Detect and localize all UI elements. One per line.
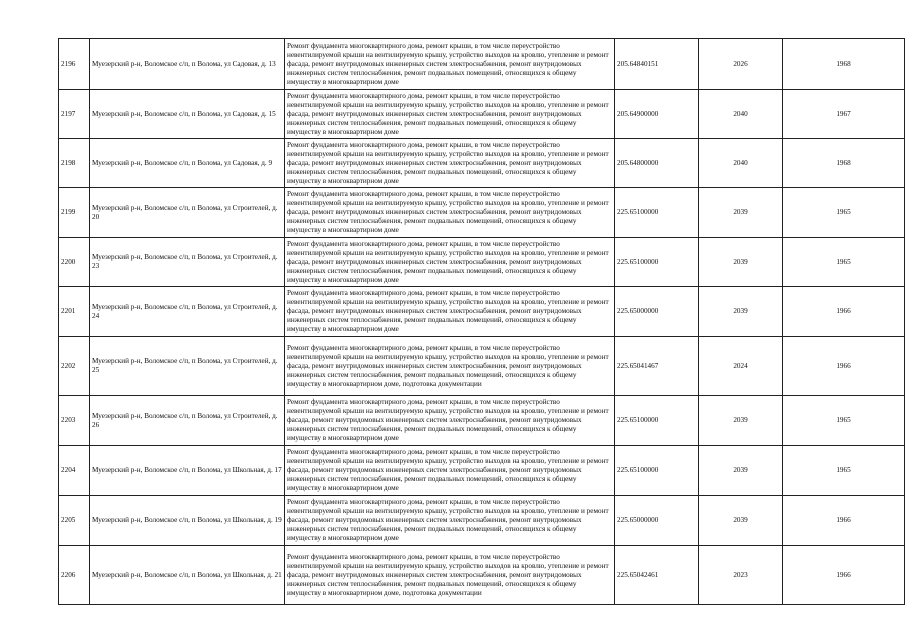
cost-cell: 225.65100000 xyxy=(615,446,699,496)
planned-year-cell: 2039 xyxy=(699,496,783,546)
cost-cell: 225.65000000 xyxy=(615,496,699,546)
cost-cell: 225.65042461 xyxy=(615,546,699,605)
build-year-cell: 1966 xyxy=(783,337,905,396)
build-year-cell: 1967 xyxy=(783,90,905,139)
row-number: 2205 xyxy=(59,496,90,546)
row-number: 2197 xyxy=(59,90,90,139)
table-row xyxy=(59,238,905,287)
address-cell: Муезерский р-н, Воломское с/п, п Волома, ул Садовая, д. 9 xyxy=(90,139,285,188)
cost-cell: 205.64840151 xyxy=(615,39,699,90)
row-number: 2202 xyxy=(59,337,90,396)
works-cell: Ремонт фундамента многоквартирного дома, ремонт крыши, в том числе переустройство невентилируемой крыши на вентилируемую крышу, устройство выходов на кровлю, утепление и ремонт фасада, ремонт внутридомовых инженерных систем электроснабжения, ремонт внутридомовых инженерных систем теплоснабжения, ремонт подвальных помещений, относящихся к общему имуществу в многоквартирном доме xyxy=(285,496,615,546)
works-cell: Ремонт фундамента многоквартирного дома, ремонт крыши, в том числе переустройство невентилируемой крыши на вентилируемую крышу, устройство выходов на кровлю, утепление и ремонт фасада, ремонт внутридомовых инженерных систем электроснабжения, ремонт внутридомовых инженерных систем теплоснабжения, ремонт подвальных помещений, относящихся к общему имуществу в многоквартирном доме xyxy=(285,396,615,446)
planned-year-cell: 2024 xyxy=(699,337,783,396)
works-cell: Ремонт фундамента многоквартирного дома, ремонт крыши, в том числе переустройство невентилируемой крыши на вентилируемую крышу, устройство выходов на кровлю, утепление и ремонт фасада, ремонт внутридомовых инженерных систем электроснабжения, ремонт внутридомовых инженерных систем теплоснабжения, ремонт подвальных помещений, относящихся к общему имуществу в многоквартирном доме xyxy=(285,90,615,139)
planned-year-cell: 2039 xyxy=(699,446,783,496)
row-number: 2203 xyxy=(59,396,90,446)
build-year-cell: 1965 xyxy=(783,396,905,446)
table-row xyxy=(59,39,905,90)
table-row xyxy=(59,90,905,139)
planned-year-cell: 2039 xyxy=(699,238,783,287)
table-row xyxy=(59,188,905,238)
address-cell: Муезерский р-н, Воломское с/п, п Волома, ул Школьная, д. 19 xyxy=(90,496,285,546)
build-year-cell: 1965 xyxy=(783,238,905,287)
cost-cell: 205.64800000 xyxy=(615,139,699,188)
row-number: 2199 xyxy=(59,188,90,238)
works-cell: Ремонт фундамента многоквартирного дома, ремонт крыши, в том числе переустройство невентилируемой крыши на вентилируемую крышу, устройство выходов на кровлю, утепление и ремонт фасада, ремонт внутридомовых инженерных систем электроснабжения, ремонт внутридомовых инженерных систем теплоснабжения, ремонт подвальных помещений, относящихся к общему имуществу в многоквартирном доме xyxy=(285,446,615,496)
planned-year-cell: 2023 xyxy=(699,546,783,605)
planned-year-cell: 2040 xyxy=(699,139,783,188)
build-year-cell: 1968 xyxy=(783,139,905,188)
works-cell: Ремонт фундамента многоквартирного дома, ремонт крыши, в том числе переустройство невентилируемой крыши на вентилируемую крышу, устройство выходов на кровлю, утепление и ремонт фасада, ремонт внутридомовых инженерных систем электроснабжения, ремонт внутридомовых инженерных систем теплоснабжения, ремонт подвальных помещений, относящихся к общему имуществу в многоквартирном доме xyxy=(285,188,615,238)
address-cell: Муезерский р-н, Воломское с/п, п Волома, ул Строителей, д. 20 xyxy=(90,188,285,238)
works-cell: Ремонт фундамента многоквартирного дома, ремонт крыши, в том числе переустройство невентилируемой крыши на вентилируемую крышу, устройство выходов на кровлю, утепление и ремонт фасада, ремонт внутридомовых инженерных систем электроснабжения, ремонт внутридомовых инженерных систем теплоснабжения, ремонт подвальных помещений, относящихся к общему имуществу в многоквартирном доме xyxy=(285,139,615,188)
table-row xyxy=(59,287,905,337)
address-cell: Муезерский р-н, Воломское с/п, п Волома, ул Садовая, д. 13 xyxy=(90,39,285,90)
address-cell: Муезерский р-н, Воломское с/п, п Волома, ул Строителей, д. 26 xyxy=(90,396,285,446)
build-year-cell: 1966 xyxy=(783,496,905,546)
address-cell: Муезерский р-н, Воломское с/п, п Волома, ул Школьная, д. 21 xyxy=(90,546,285,605)
table-row xyxy=(59,396,905,446)
table-row xyxy=(59,139,905,188)
table-row xyxy=(59,446,905,496)
housing-repair-table xyxy=(58,38,905,605)
planned-year-cell: 2040 xyxy=(699,90,783,139)
works-cell: Ремонт фундамента многоквартирного дома, ремонт крыши, в том числе переустройство невентилируемой крыши на вентилируемую крышу, устройство выходов на кровлю, утепление и ремонт фасада, ремонт внутридомовых инженерных систем электроснабжения, ремонт внутридомовых инженерных систем теплоснабжения, ремонт подвальных помещений, относящихся к общему имуществу в многоквартирном доме xyxy=(285,287,615,337)
row-number: 2206 xyxy=(59,546,90,605)
table-row xyxy=(59,546,905,605)
cost-cell: 205.64900000 xyxy=(615,90,699,139)
row-number: 2198 xyxy=(59,139,90,188)
works-cell: Ремонт фундамента многоквартирного дома, ремонт крыши, в том числе переустройство невентилируемой крыши на вентилируемую крышу, устройство выходов на кровлю, утепление и ремонт фасада, ремонт внутридомовых инженерных систем электроснабжения, ремонт внутридомовых инженерных систем теплоснабжения, ремонт подвальных помещений, относящихся к общему имуществу в многоквартирном доме, подготовка документации xyxy=(285,546,615,605)
planned-year-cell: 2026 xyxy=(699,39,783,90)
works-cell: Ремонт фундамента многоквартирного дома, ремонт крыши, в том числе переустройство невентилируемой крыши на вентилируемую крышу, устройство выходов на кровлю, утепление и ремонт фасада, ремонт внутридомовых инженерных систем электроснабжения, ремонт внутридомовых инженерных систем теплоснабжения, ремонт подвальных помещений, относящихся к общему имуществу в многоквартирном доме xyxy=(285,39,615,90)
cost-cell: 225.65041467 xyxy=(615,337,699,396)
planned-year-cell: 2039 xyxy=(699,396,783,446)
row-number: 2196 xyxy=(59,39,90,90)
works-cell: Ремонт фундамента многоквартирного дома, ремонт крыши, в том числе переустройство невентилируемой крыши на вентилируемую крышу, устройство выходов на кровлю, утепление и ремонт фасада, ремонт внутридомовых инженерных систем электроснабжения, ремонт внутридомовых инженерных систем теплоснабжения, ремонт подвальных помещений, относящихся к общему имуществу в многоквартирном доме xyxy=(285,238,615,287)
row-number: 2204 xyxy=(59,446,90,496)
build-year-cell: 1965 xyxy=(783,188,905,238)
cost-cell: 225.65100000 xyxy=(615,396,699,446)
address-cell: Муезерский р-н, Воломское с/п, п Волома, ул Строителей, д. 24 xyxy=(90,287,285,337)
works-cell: Ремонт фундамента многоквартирного дома, ремонт крыши, в том числе переустройство невентилируемой крыши на вентилируемую крышу, устройство выходов на кровлю, утепление и ремонт фасада, ремонт внутридомовых инженерных систем электроснабжения, ремонт внутридомовых инженерных систем теплоснабжения, ремонт подвальных помещений, относящихся к общему имуществу в многоквартирном доме, подготовка документации xyxy=(285,337,615,396)
planned-year-cell: 2039 xyxy=(699,188,783,238)
table-row xyxy=(59,496,905,546)
address-cell: Муезерский р-н, Воломское с/п, п Волома, ул Садовая, д. 15 xyxy=(90,90,285,139)
row-number: 2201 xyxy=(59,287,90,337)
cost-cell: 225.65100000 xyxy=(615,238,699,287)
table-row xyxy=(59,337,905,396)
build-year-cell: 1966 xyxy=(783,287,905,337)
address-cell: Муезерский р-н, Воломское с/п, п Волома, ул Строителей, д. 25 xyxy=(90,337,285,396)
cost-cell: 225.65100000 xyxy=(615,188,699,238)
build-year-cell: 1968 xyxy=(783,39,905,90)
planned-year-cell: 2039 xyxy=(699,287,783,337)
cost-cell: 225.65000000 xyxy=(615,287,699,337)
build-year-cell: 1966 xyxy=(783,546,905,605)
table-body xyxy=(59,39,905,605)
address-cell: Муезерский р-н, Воломское с/п, п Волома, ул Школьная, д. 17 xyxy=(90,446,285,496)
address-cell: Муезерский р-н, Воломское с/п, п Волома, ул Строителей, д. 23 xyxy=(90,238,285,287)
row-number: 2200 xyxy=(59,238,90,287)
build-year-cell: 1965 xyxy=(783,446,905,496)
